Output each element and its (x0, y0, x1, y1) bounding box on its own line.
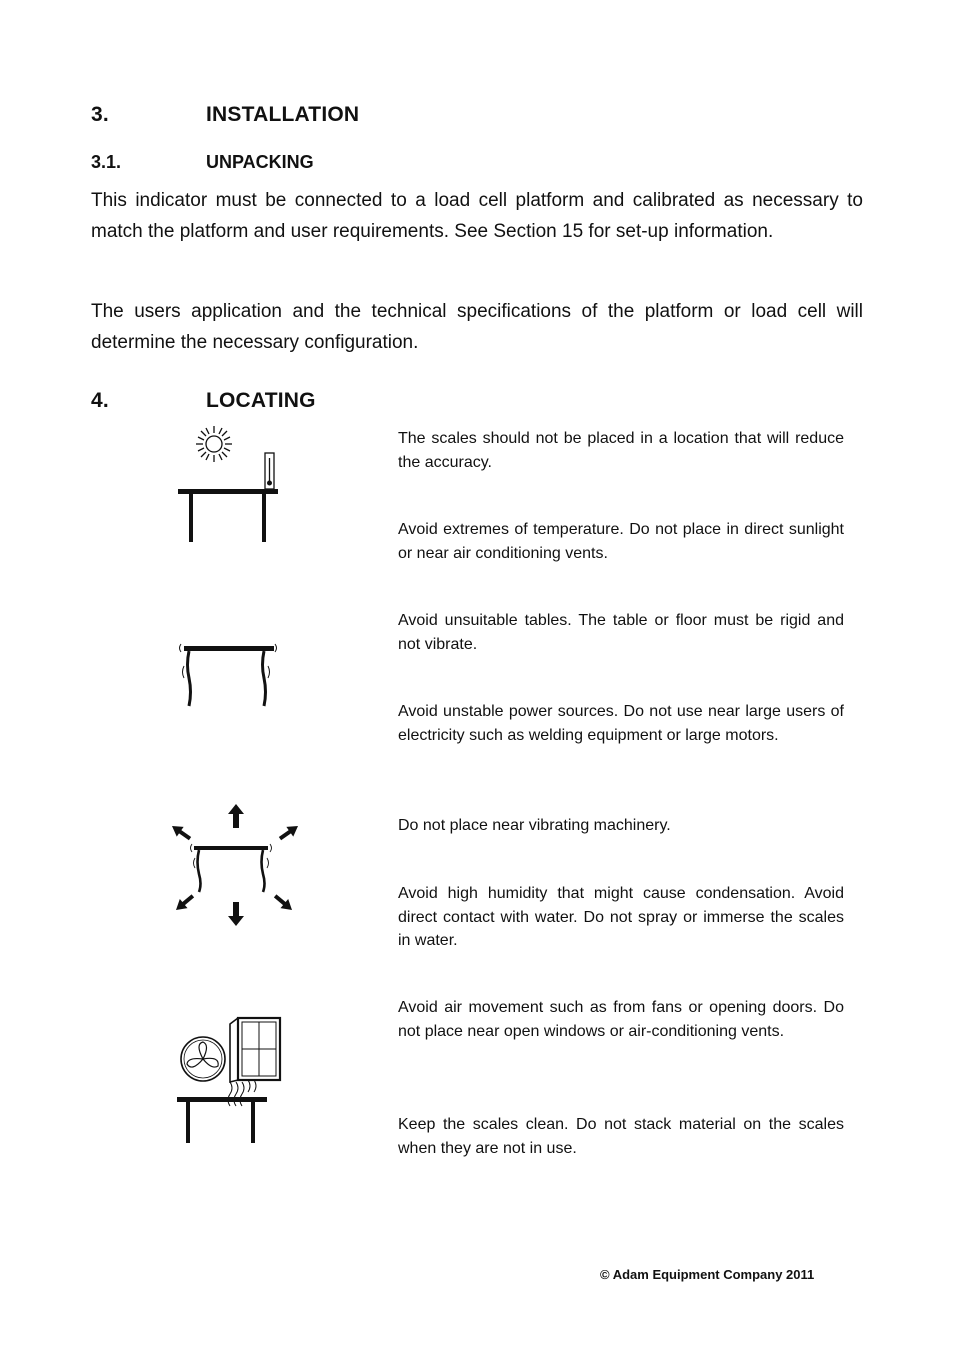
section-3-1-title: UNPACKING (206, 152, 314, 172)
unpacking-paragraph-1: This indicator must be connected to a load cell platform and calibrated as necessary to match the platform and user requirements. See Section 15 for set-up information. (91, 190, 863, 242)
section-3-number: 3. (91, 103, 109, 126)
footer-copyright: © Adam Equipment Company 2011 (600, 1267, 815, 1282)
vibrating-table-icon (172, 640, 287, 712)
locating-item-clean: Keep the scales clean. Do not stack material on the scales when they are not in use. (398, 1116, 844, 1157)
sun-thermometer-table-icon (170, 420, 290, 550)
locating-item-air-movement: Avoid air movement such as from fans or opening doors. Do not place near open windows or air-conditioning vents. (398, 999, 844, 1040)
section-3-title: INSTALLATION (206, 103, 360, 126)
locating-item-power: Avoid unstable power sources. Do not use near large users of electricity such as welding equipment or large motors. (398, 703, 844, 744)
section-4-title: LOCATING (206, 389, 316, 412)
vibration-arrows-table-icon (166, 800, 306, 930)
locating-item-accuracy: The scales should not be placed in a location that will reduce the accuracy. (398, 430, 844, 471)
locating-item-tables: Avoid unsuitable tables. The table or floor must be rigid and not vibrate. (398, 612, 844, 653)
unpacking-paragraph-2: The users application and the technical specifications of the platform or load cell will determine the necessary configuration. (91, 301, 863, 353)
locating-item-humidity: Avoid high humidity that might cause condensation. Avoid direct contact with water. Do not spray or immerse the scales in water. (398, 885, 844, 949)
section-4-number: 4. (91, 389, 109, 412)
fan-window-table-icon (170, 1012, 290, 1148)
locating-item-machinery: Do not place near vibrating machinery. (398, 817, 671, 834)
section-3-1-number: 3.1. (91, 152, 122, 172)
locating-item-temperature: Avoid extremes of temperature. Do not place in direct sunlight or near air conditioning vents. (398, 521, 844, 562)
